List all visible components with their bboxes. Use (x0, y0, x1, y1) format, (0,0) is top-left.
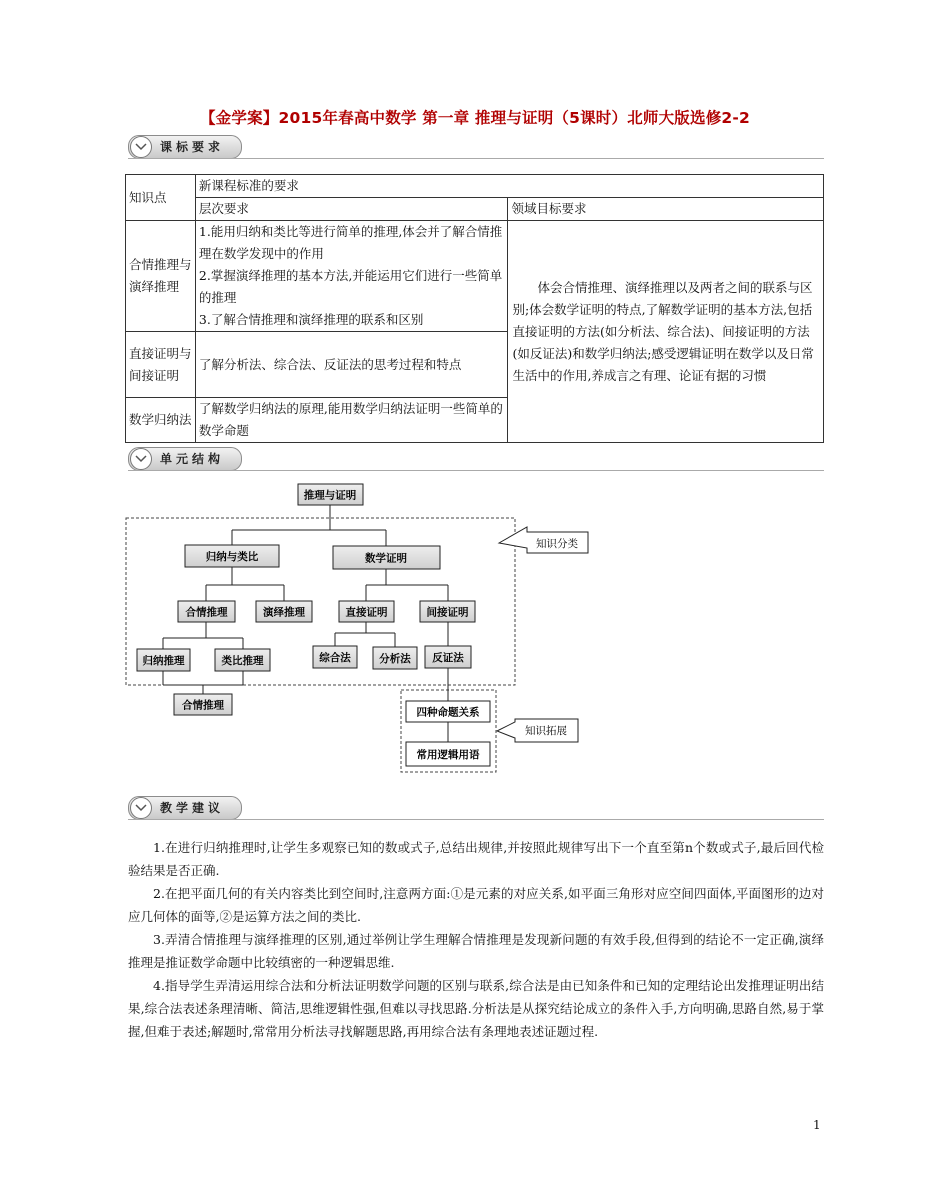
chevron-down-icon (130, 448, 152, 470)
node-contradiction (425, 646, 471, 668)
suggestion-paragraph: 1.在进行归纳推理时,让学生多观察已知的数或式子,总结出规律,并按照此规律写出下一个直至第n个数或式子,最后回代检验结果是否正确. (128, 840, 824, 878)
node-induction-analogy (185, 545, 279, 567)
svg-text:数学证明: 数学证明 (365, 552, 407, 565)
svg-text:综合法: 综合法 (319, 652, 351, 664)
curriculum-table (125, 174, 824, 443)
row-topic-reasoning: 合情推理与演绎推理 (126, 221, 196, 332)
callout-extension (497, 719, 578, 742)
node-four-propositions (406, 701, 490, 722)
chevron-down-icon (130, 797, 152, 819)
node-plausible-summary (174, 694, 232, 715)
svg-text:推理与证明: 推理与证明 (303, 489, 357, 502)
svg-text:直接证明: 直接证明 (345, 606, 388, 619)
svg-text:类比推理: 类比推理 (221, 655, 264, 667)
section-header-teaching (128, 795, 248, 821)
node-logic-terms (406, 742, 490, 766)
svg-text:反证法: 反证法 (432, 652, 464, 664)
row-topic-proof: 直接证明与间接证明 (126, 332, 196, 398)
row-level-induction: 了解数学归纳法的原理,能用数学归纳法证明一些简单的数学命题 (195, 398, 508, 443)
node-analysis (373, 647, 417, 669)
svg-text:间接证明: 间接证明 (426, 606, 469, 619)
header-level: 层次要求 (195, 198, 508, 221)
callout-label: 知识分类 (536, 538, 578, 550)
svg-text:四种命题关系: 四种命题关系 (416, 706, 480, 719)
svg-text:合情推理: 合情推理 (185, 606, 228, 619)
callout-label: 知识拓展 (525, 725, 567, 737)
node-math-proof (333, 546, 440, 569)
node-indirect (420, 601, 475, 622)
level-item: 3.了解合情推理和演绎推理的联系和区别 (198, 312, 424, 327)
suggestion-paragraph: 3.弄清合情推理与演绎推理的区别,通过举例让学生理解合情推理是发现新问题的有效手段,但得到的结论不一定正确,演绎推理是推证数学命题中比较缜密的一种逻辑思维. (128, 932, 824, 970)
page-number: 1 (813, 1118, 821, 1132)
node-root (298, 484, 363, 505)
suggestion-paragraph: 4.指导学生弄清运用综合法和分析法证明数学问题的区别与联系,综合法是由已知条件和已知的定理结论出发推理证明出结果,综合法表述条理清晰、简洁,思维逻辑性强,但难以寻找思路.分析法是从探究结论成立的条件入手,方向明确,思路自然,易于掌握,但难于表述;解题时,常常用分析法寻找解题思路,再用综合法有条理地表述证题过程. (128, 978, 824, 1039)
svg-text:合情推理: 合情推理 (182, 699, 224, 712)
section-label: 单元结构 (160, 452, 225, 466)
level-item: 1.能用归纳和类比等进行简单的推理,体会并了解合情推理在数学发现中的作用 (198, 224, 503, 261)
section-header-curriculum (128, 134, 248, 160)
header-domain: 领域目标要求 (508, 198, 824, 221)
svg-text:分析法: 分析法 (379, 653, 411, 665)
section-header-structure (128, 446, 248, 472)
node-deductive (256, 601, 312, 622)
svg-text:常用逻辑用语: 常用逻辑用语 (416, 749, 480, 761)
header-standard: 新课程标准的要求 (195, 175, 823, 198)
page-title: 【金学案】2015年春高中数学 第一章 推理与证明（5课时）北师大版选修2-2 (199, 109, 751, 127)
section-divider (128, 158, 824, 159)
header-knowledge: 知识点 (126, 175, 196, 221)
section-divider (128, 819, 824, 820)
row-topic-induction: 数学归纳法 (126, 398, 196, 443)
section-label: 教学建议 (160, 801, 225, 815)
svg-text:演绎推理: 演绎推理 (263, 606, 305, 619)
section-label: 课标要求 (160, 140, 225, 154)
row-level-proof: 了解分析法、综合法、反证法的思考过程和特点 (195, 332, 508, 398)
node-plausible (178, 601, 235, 622)
svg-text:归纳与类比: 归纳与类比 (205, 551, 259, 563)
node-analogical (215, 649, 270, 671)
node-inductive (137, 649, 190, 671)
node-synthesis (313, 646, 357, 668)
node-direct (339, 601, 394, 622)
svg-text:归纳推理: 归纳推理 (142, 655, 185, 667)
level-item: 2.掌握演绎推理的基本方法,并能运用它们进行一些简单的推理 (198, 268, 503, 305)
unit-structure-diagram (0, 470, 950, 780)
domain-goal: 体会合情推理、演绎推理以及两者之间的联系与区别;体会数学证明的特点,了解数学证明的基本方法,包括直接证明的方法(如分析法、综合法)、间接证明的方法(如反证法)和数学归纳法;感受逻辑证明在数学以及日常生活中的作用,养成言之有理、论证有据的习惯 (508, 221, 824, 443)
row-level-reasoning (195, 221, 508, 332)
callout-classification (499, 527, 588, 553)
suggestion-paragraph: 2.在把平面几何的有关内容类比到空间时,注意两方面:①是元素的对应关系,如平面三角形对应空间四面体,平面图形的边对应几何体的面等,②是运算方法之间的类比. (128, 886, 824, 924)
chevron-down-icon (130, 136, 152, 158)
